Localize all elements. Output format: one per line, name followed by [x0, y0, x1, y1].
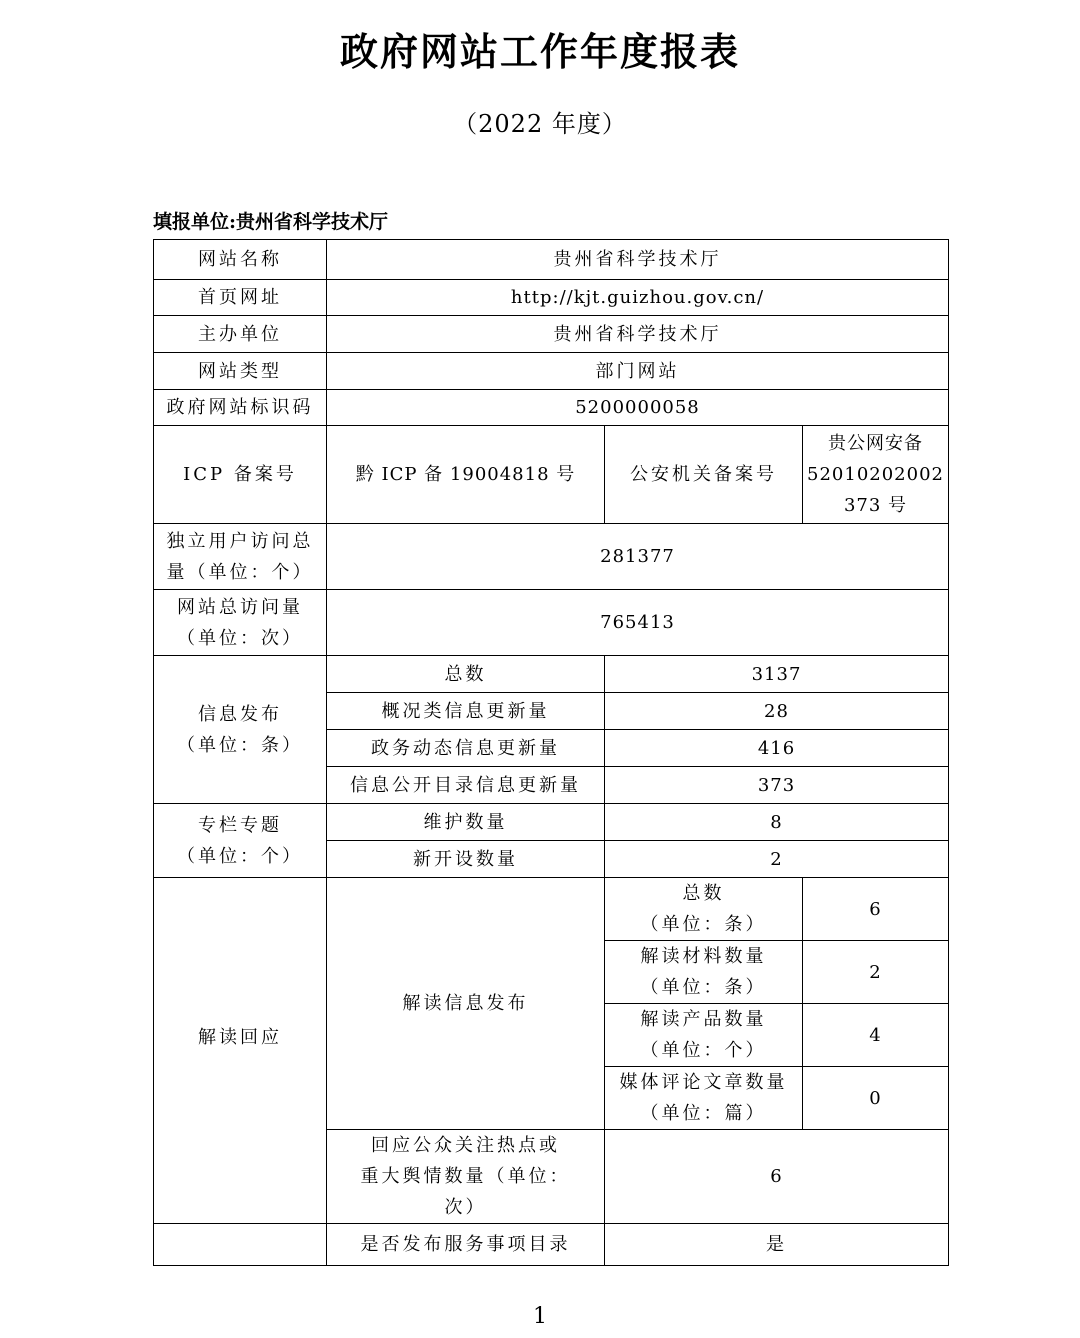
info-publish-item-value: 3137	[605, 656, 949, 693]
host-unit-label: 主办单位	[154, 316, 327, 353]
interpretation-item-label: 解读材料数量 （单位：条）	[605, 941, 803, 1004]
row-host-unit	[154, 316, 949, 353]
unique-users-label: 独立用户访问总 量（单位：个）	[154, 524, 327, 590]
report-table	[153, 239, 949, 1266]
site-type-label: 网站类型	[154, 353, 327, 390]
police-record-value: 贵公网安备 52010202002 373 号	[803, 426, 949, 524]
special-columns-item-label: 维护数量	[327, 804, 605, 841]
report-year: （2022 年度）	[453, 110, 627, 138]
info-publish-item-value: 416	[605, 730, 949, 767]
interpretation-item-value: 0	[803, 1067, 949, 1130]
row-interp-total	[154, 878, 949, 941]
special-columns-item-label: 新开设数量	[327, 841, 605, 878]
row-service-catalog	[154, 1224, 949, 1266]
info-publish-item-label: 概况类信息更新量	[327, 693, 605, 730]
row-info-publish-total	[154, 656, 949, 693]
icp-value: 黔 ICP 备 19004818 号	[327, 426, 605, 524]
special-columns-item-value: 8	[605, 804, 949, 841]
filling-unit: 填报单位:贵州省科学技术厅	[153, 211, 389, 233]
info-publish-item-label: 信息公开目录信息更新量	[327, 767, 605, 804]
page-number: 1	[533, 1304, 547, 1329]
report-title: 政府网站工作年度报表	[339, 29, 740, 74]
info-publish-label: 信息发布 （单位：条）	[154, 656, 327, 804]
special-columns-item-value: 2	[605, 841, 949, 878]
interpretation-publish-label: 解读信息发布	[327, 878, 605, 1130]
site-type-value: 部门网站	[327, 353, 949, 390]
interpretation-item-label: 解读产品数量 （单位：个）	[605, 1004, 803, 1067]
interpretation-response-value: 6	[605, 1130, 949, 1224]
homepage-url-label: 首页网址	[154, 280, 327, 316]
site-id-code-label: 政府网站标识码	[154, 390, 327, 426]
interpretation-item-value: 4	[803, 1004, 949, 1067]
empty-cell	[154, 1224, 327, 1266]
row-site-type	[154, 353, 949, 390]
service-catalog-label: 是否发布服务事项目录	[327, 1224, 605, 1266]
total-visits-value: 765413	[327, 590, 949, 656]
site-id-code-value: 5200000058	[327, 390, 949, 426]
special-columns-label: 专栏专题 （单位：个）	[154, 804, 327, 878]
host-unit-value: 贵州省科学技术厅	[327, 316, 949, 353]
info-publish-item-label: 政务动态信息更新量	[327, 730, 605, 767]
row-icp	[154, 426, 949, 524]
row-unique-users	[154, 524, 949, 590]
row-homepage-url	[154, 280, 949, 316]
interpretation-item-value: 6	[803, 878, 949, 941]
info-publish-item-value: 373	[605, 767, 949, 804]
info-publish-item-label: 总数	[327, 656, 605, 693]
row-total-visits	[154, 590, 949, 656]
row-site-name	[154, 240, 949, 280]
site-name-value: 贵州省科学技术厅	[327, 240, 949, 280]
site-name-label: 网站名称	[154, 240, 327, 280]
interpretation-item-label: 总数 （单位：条）	[605, 878, 803, 941]
interpretation-item-label: 媒体评论文章数量 （单位：篇）	[605, 1067, 803, 1130]
interpretation-response-label: 回应公众关注热点或 重大舆情数量（单位： 次）	[327, 1130, 605, 1224]
police-record-label: 公安机关备案号	[605, 426, 803, 524]
service-catalog-value: 是	[605, 1224, 949, 1266]
homepage-url-value: http://kjt.guizhou.gov.cn/	[327, 280, 949, 316]
row-special-maintained	[154, 804, 949, 841]
interpretation-label: 解读回应	[154, 878, 327, 1224]
total-visits-label: 网站总访问量 （单位：次）	[154, 590, 327, 656]
info-publish-item-value: 28	[605, 693, 949, 730]
unique-users-value: 281377	[327, 524, 949, 590]
row-site-id-code	[154, 390, 949, 426]
icp-label: ICP 备案号	[154, 426, 327, 524]
interpretation-item-value: 2	[803, 941, 949, 1004]
